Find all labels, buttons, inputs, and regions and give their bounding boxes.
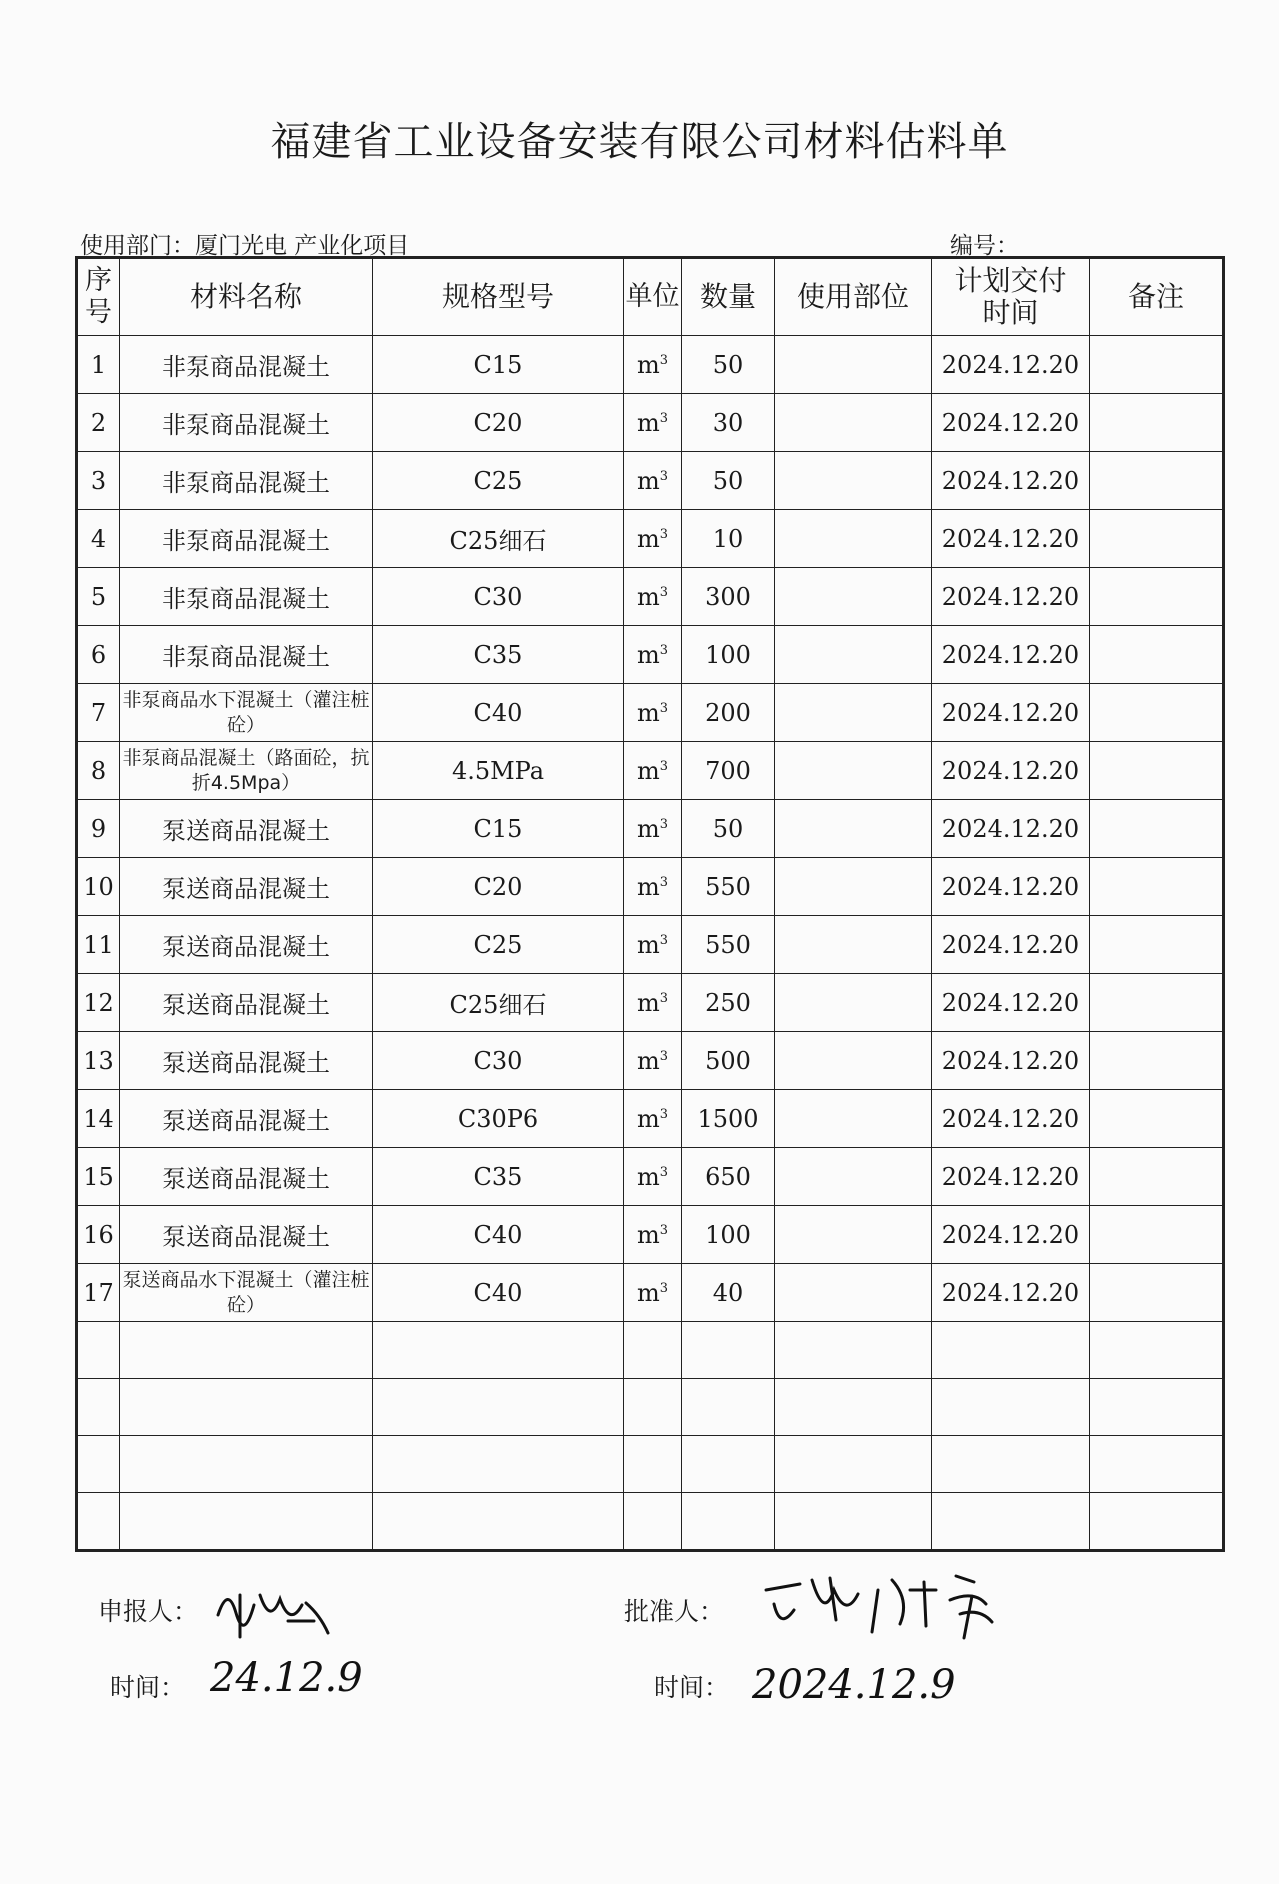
note [1090, 336, 1224, 394]
col-header-date: 计划交付时间 [932, 258, 1090, 336]
note [1090, 452, 1224, 510]
unit-superscript: 3 [659, 1280, 669, 1296]
note [1090, 394, 1224, 452]
material-name: 泵送商品混凝土 [120, 916, 373, 974]
usage-part [775, 1264, 932, 1322]
spec-model: C15 [373, 800, 624, 858]
spec-model: C25 [373, 452, 624, 510]
usage-part [775, 1206, 932, 1264]
quantity: 650 [682, 1148, 775, 1206]
empty-table-row [77, 1436, 1224, 1493]
quantity: 250 [682, 974, 775, 1032]
unit-superscript: 3 [659, 758, 669, 774]
note [1090, 742, 1224, 800]
approver-label: 批准人： [624, 1597, 725, 1626]
empty-cell [373, 1493, 624, 1551]
col-header-part: 使用部位 [775, 258, 932, 336]
unit-cell [624, 1032, 682, 1090]
approver-time-label: 时间： [654, 1673, 730, 1702]
usage-part [775, 742, 932, 800]
note [1090, 1032, 1224, 1090]
quantity: 50 [682, 336, 775, 394]
table-row [77, 394, 1224, 452]
delivery-date: 2024.12.20 [932, 336, 1090, 394]
empty-cell [1090, 1493, 1224, 1551]
table-row [77, 684, 1224, 742]
row-number: 17 [77, 1264, 120, 1322]
table-header-row [77, 258, 1224, 336]
material-name: 泵送商品混凝土 [120, 974, 373, 1032]
spec-model: C40 [373, 684, 624, 742]
delivery-date: 2024.12.20 [932, 568, 1090, 626]
empty-table-row [77, 1322, 1224, 1379]
delivery-date: 2024.12.20 [932, 626, 1090, 684]
empty-cell [77, 1322, 120, 1379]
row-number: 6 [77, 626, 120, 684]
applicant-time-value: 24.12.9 [210, 1655, 363, 1701]
row-number: 1 [77, 336, 120, 394]
delivery-date: 2024.12.20 [932, 394, 1090, 452]
department-label: 使用部门：厦门光电 产业化项目 [80, 233, 410, 259]
unit-text: m [636, 1162, 660, 1191]
note [1090, 684, 1224, 742]
unit-text: m [636, 988, 660, 1017]
empty-cell [77, 1493, 120, 1551]
material-name: 泵送商品混凝土 [120, 1032, 373, 1090]
unit-text: m [636, 930, 660, 959]
col-header-note: 备注 [1090, 258, 1224, 336]
unit-superscript: 3 [659, 526, 669, 542]
row-number: 14 [77, 1090, 120, 1148]
quantity: 550 [682, 858, 775, 916]
table-row [77, 858, 1224, 916]
empty-cell [120, 1322, 373, 1379]
materials-table [75, 256, 1225, 1552]
quantity: 700 [682, 742, 775, 800]
table-row [77, 742, 1224, 800]
quantity: 50 [682, 800, 775, 858]
unit-text: m [636, 582, 660, 611]
note [1090, 1264, 1224, 1322]
applicant-label: 申报人： [98, 1597, 199, 1626]
empty-cell [1090, 1436, 1224, 1493]
unit-text: m [636, 872, 660, 901]
unit-cell [624, 1090, 682, 1148]
empty-cell [624, 1493, 682, 1551]
unit-text: m [636, 1220, 660, 1249]
col-header-no: 序号 [77, 258, 120, 336]
empty-cell [373, 1379, 624, 1436]
table-row [77, 1264, 1224, 1322]
spec-model: C30P6 [373, 1090, 624, 1148]
spec-model: 4.5MPa [373, 742, 624, 800]
row-number: 16 [77, 1206, 120, 1264]
table-row [77, 336, 1224, 394]
row-number: 12 [77, 974, 120, 1032]
unit-cell [624, 800, 682, 858]
quantity: 30 [682, 394, 775, 452]
empty-cell [373, 1436, 624, 1493]
applicant-signature [210, 1575, 340, 1645]
table-row [77, 510, 1224, 568]
unit-cell [624, 1206, 682, 1264]
quantity: 550 [682, 916, 775, 974]
spec-model: C20 [373, 394, 624, 452]
table-row [77, 1148, 1224, 1206]
empty-cell [775, 1493, 932, 1551]
table-row [77, 626, 1224, 684]
delivery-date: 2024.12.20 [932, 1148, 1090, 1206]
unit-cell [624, 1148, 682, 1206]
material-name: 泵送商品混凝土 [120, 1148, 373, 1206]
usage-part [775, 1148, 932, 1206]
unit-cell [624, 916, 682, 974]
empty-cell [932, 1436, 1090, 1493]
note [1090, 1090, 1224, 1148]
empty-cell [1090, 1322, 1224, 1379]
unit-text: m [636, 1046, 660, 1075]
row-number: 5 [77, 568, 120, 626]
note [1090, 626, 1224, 684]
unit-superscript: 3 [659, 584, 669, 600]
empty-cell [373, 1322, 624, 1379]
unit-text: m [636, 756, 660, 785]
table-row [77, 800, 1224, 858]
unit-text: m [636, 1104, 660, 1133]
quantity: 500 [682, 1032, 775, 1090]
spec-model: C25细石 [373, 510, 624, 568]
unit-superscript: 3 [659, 642, 669, 658]
spec-model: C35 [373, 1148, 624, 1206]
spec-model: C20 [373, 858, 624, 916]
material-name: 非泵商品混凝土（路面砼，抗折4.5Mpa） [120, 742, 373, 800]
usage-part [775, 452, 932, 510]
unit-text: m [636, 524, 660, 553]
usage-part [775, 1090, 932, 1148]
material-name: 非泵商品混凝土 [120, 626, 373, 684]
empty-table-row [77, 1493, 1224, 1551]
unit-superscript: 3 [659, 816, 669, 832]
note [1090, 974, 1224, 1032]
empty-cell [624, 1379, 682, 1436]
col-header-unit: 单位 [624, 258, 682, 336]
quantity: 1500 [682, 1090, 775, 1148]
usage-part [775, 394, 932, 452]
empty-cell [682, 1493, 775, 1551]
material-name: 泵送商品混凝土 [120, 800, 373, 858]
usage-part [775, 336, 932, 394]
table-row [77, 452, 1224, 510]
usage-part [775, 974, 932, 1032]
delivery-date: 2024.12.20 [932, 684, 1090, 742]
material-name: 泵送商品混凝土 [120, 858, 373, 916]
note [1090, 800, 1224, 858]
usage-part [775, 684, 932, 742]
unit-text: m [636, 698, 660, 727]
unit-text: m [636, 350, 660, 379]
unit-superscript: 3 [659, 1222, 669, 1238]
quantity: 100 [682, 1206, 775, 1264]
empty-cell [932, 1493, 1090, 1551]
empty-cell [120, 1493, 373, 1551]
material-name: 泵送商品混凝土 [120, 1206, 373, 1264]
delivery-date: 2024.12.20 [932, 800, 1090, 858]
row-number: 4 [77, 510, 120, 568]
delivery-date: 2024.12.20 [932, 1264, 1090, 1322]
unit-text: m [636, 1278, 660, 1307]
material-name: 非泵商品混凝土 [120, 452, 373, 510]
usage-part [775, 916, 932, 974]
delivery-date: 2024.12.20 [932, 916, 1090, 974]
empty-cell [682, 1379, 775, 1436]
note [1090, 510, 1224, 568]
col-header-name: 材料名称 [120, 258, 373, 336]
unit-superscript: 3 [659, 1106, 669, 1122]
delivery-date: 2024.12.20 [932, 1206, 1090, 1264]
unit-cell [624, 510, 682, 568]
quantity: 50 [682, 452, 775, 510]
spec-model: C15 [373, 336, 624, 394]
empty-cell [932, 1322, 1090, 1379]
delivery-date: 2024.12.20 [932, 742, 1090, 800]
unit-cell [624, 858, 682, 916]
unit-cell [624, 742, 682, 800]
empty-cell [77, 1379, 120, 1436]
material-name: 非泵商品水下混凝土（灌注桩砼） [120, 684, 373, 742]
unit-superscript: 3 [659, 990, 669, 1006]
unit-superscript: 3 [659, 932, 669, 948]
form-title: 福建省工业设备安装有限公司材料估料单 [270, 119, 1009, 165]
col-header-qty: 数量 [682, 258, 775, 336]
unit-superscript: 3 [659, 468, 669, 484]
unit-superscript: 3 [659, 700, 669, 716]
note [1090, 1148, 1224, 1206]
row-number: 3 [77, 452, 120, 510]
spec-model: C30 [373, 568, 624, 626]
col-header-spec: 规格型号 [373, 258, 624, 336]
unit-superscript: 3 [659, 410, 669, 426]
empty-table-row [77, 1379, 1224, 1436]
unit-cell [624, 394, 682, 452]
quantity: 10 [682, 510, 775, 568]
empty-cell [77, 1436, 120, 1493]
unit-superscript: 3 [659, 874, 669, 890]
spec-model: C40 [373, 1206, 624, 1264]
applicant-time-label: 时间： [110, 1673, 186, 1702]
row-number: 2 [77, 394, 120, 452]
quantity: 300 [682, 568, 775, 626]
unit-cell [624, 1264, 682, 1322]
empty-cell [120, 1379, 373, 1436]
row-number: 9 [77, 800, 120, 858]
empty-cell [624, 1322, 682, 1379]
delivery-date: 2024.12.20 [932, 974, 1090, 1032]
note [1090, 568, 1224, 626]
row-number: 15 [77, 1148, 120, 1206]
empty-cell [775, 1379, 932, 1436]
row-number: 11 [77, 916, 120, 974]
quantity: 100 [682, 626, 775, 684]
table-row [77, 1032, 1224, 1090]
material-name: 非泵商品混凝土 [120, 394, 373, 452]
spec-model: C40 [373, 1264, 624, 1322]
delivery-date: 2024.12.20 [932, 510, 1090, 568]
material-name: 非泵商品混凝土 [120, 336, 373, 394]
unit-text: m [636, 814, 660, 843]
unit-text: m [636, 640, 660, 669]
usage-part [775, 800, 932, 858]
unit-text: m [636, 466, 660, 495]
usage-part [775, 568, 932, 626]
empty-cell [624, 1436, 682, 1493]
empty-cell [775, 1436, 932, 1493]
table-row [77, 974, 1224, 1032]
empty-cell [1090, 1379, 1224, 1436]
unit-cell [624, 684, 682, 742]
material-name: 泵送商品水下混凝土（灌注桩砼） [120, 1264, 373, 1322]
spec-model: C25细石 [373, 974, 624, 1032]
row-number: 10 [77, 858, 120, 916]
table-body [77, 336, 1224, 1551]
table-row [77, 568, 1224, 626]
row-number: 7 [77, 684, 120, 742]
row-number: 8 [77, 742, 120, 800]
unit-cell [624, 626, 682, 684]
empty-cell [120, 1436, 373, 1493]
unit-text: m [636, 408, 660, 437]
row-number: 13 [77, 1032, 120, 1090]
usage-part [775, 858, 932, 916]
form-number-label: 编号： [950, 233, 1019, 259]
usage-part [775, 510, 932, 568]
approver-signature [760, 1560, 1030, 1640]
spec-model: C30 [373, 1032, 624, 1090]
unit-superscript: 3 [659, 1048, 669, 1064]
delivery-date: 2024.12.20 [932, 858, 1090, 916]
delivery-date: 2024.12.20 [932, 1090, 1090, 1148]
note [1090, 916, 1224, 974]
spec-model: C25 [373, 916, 624, 974]
empty-cell [682, 1322, 775, 1379]
material-name: 非泵商品混凝土 [120, 568, 373, 626]
spec-model: C35 [373, 626, 624, 684]
approver-time-value: 2024.12.9 [752, 1662, 956, 1708]
material-name: 泵送商品混凝土 [120, 1090, 373, 1148]
empty-cell [775, 1322, 932, 1379]
unit-cell [624, 452, 682, 510]
delivery-date: 2024.12.20 [932, 452, 1090, 510]
usage-part [775, 626, 932, 684]
empty-cell [932, 1379, 1090, 1436]
usage-part [775, 1032, 932, 1090]
unit-superscript: 3 [659, 1164, 669, 1180]
table-row [77, 916, 1224, 974]
empty-cell [682, 1436, 775, 1493]
table-row [77, 1206, 1224, 1264]
unit-cell [624, 568, 682, 626]
unit-cell [624, 974, 682, 1032]
unit-cell [624, 336, 682, 394]
material-name: 非泵商品混凝土 [120, 510, 373, 568]
table-row [77, 1090, 1224, 1148]
note [1090, 858, 1224, 916]
delivery-date: 2024.12.20 [932, 1032, 1090, 1090]
quantity: 40 [682, 1264, 775, 1322]
quantity: 200 [682, 684, 775, 742]
unit-superscript: 3 [659, 352, 669, 368]
note [1090, 1206, 1224, 1264]
